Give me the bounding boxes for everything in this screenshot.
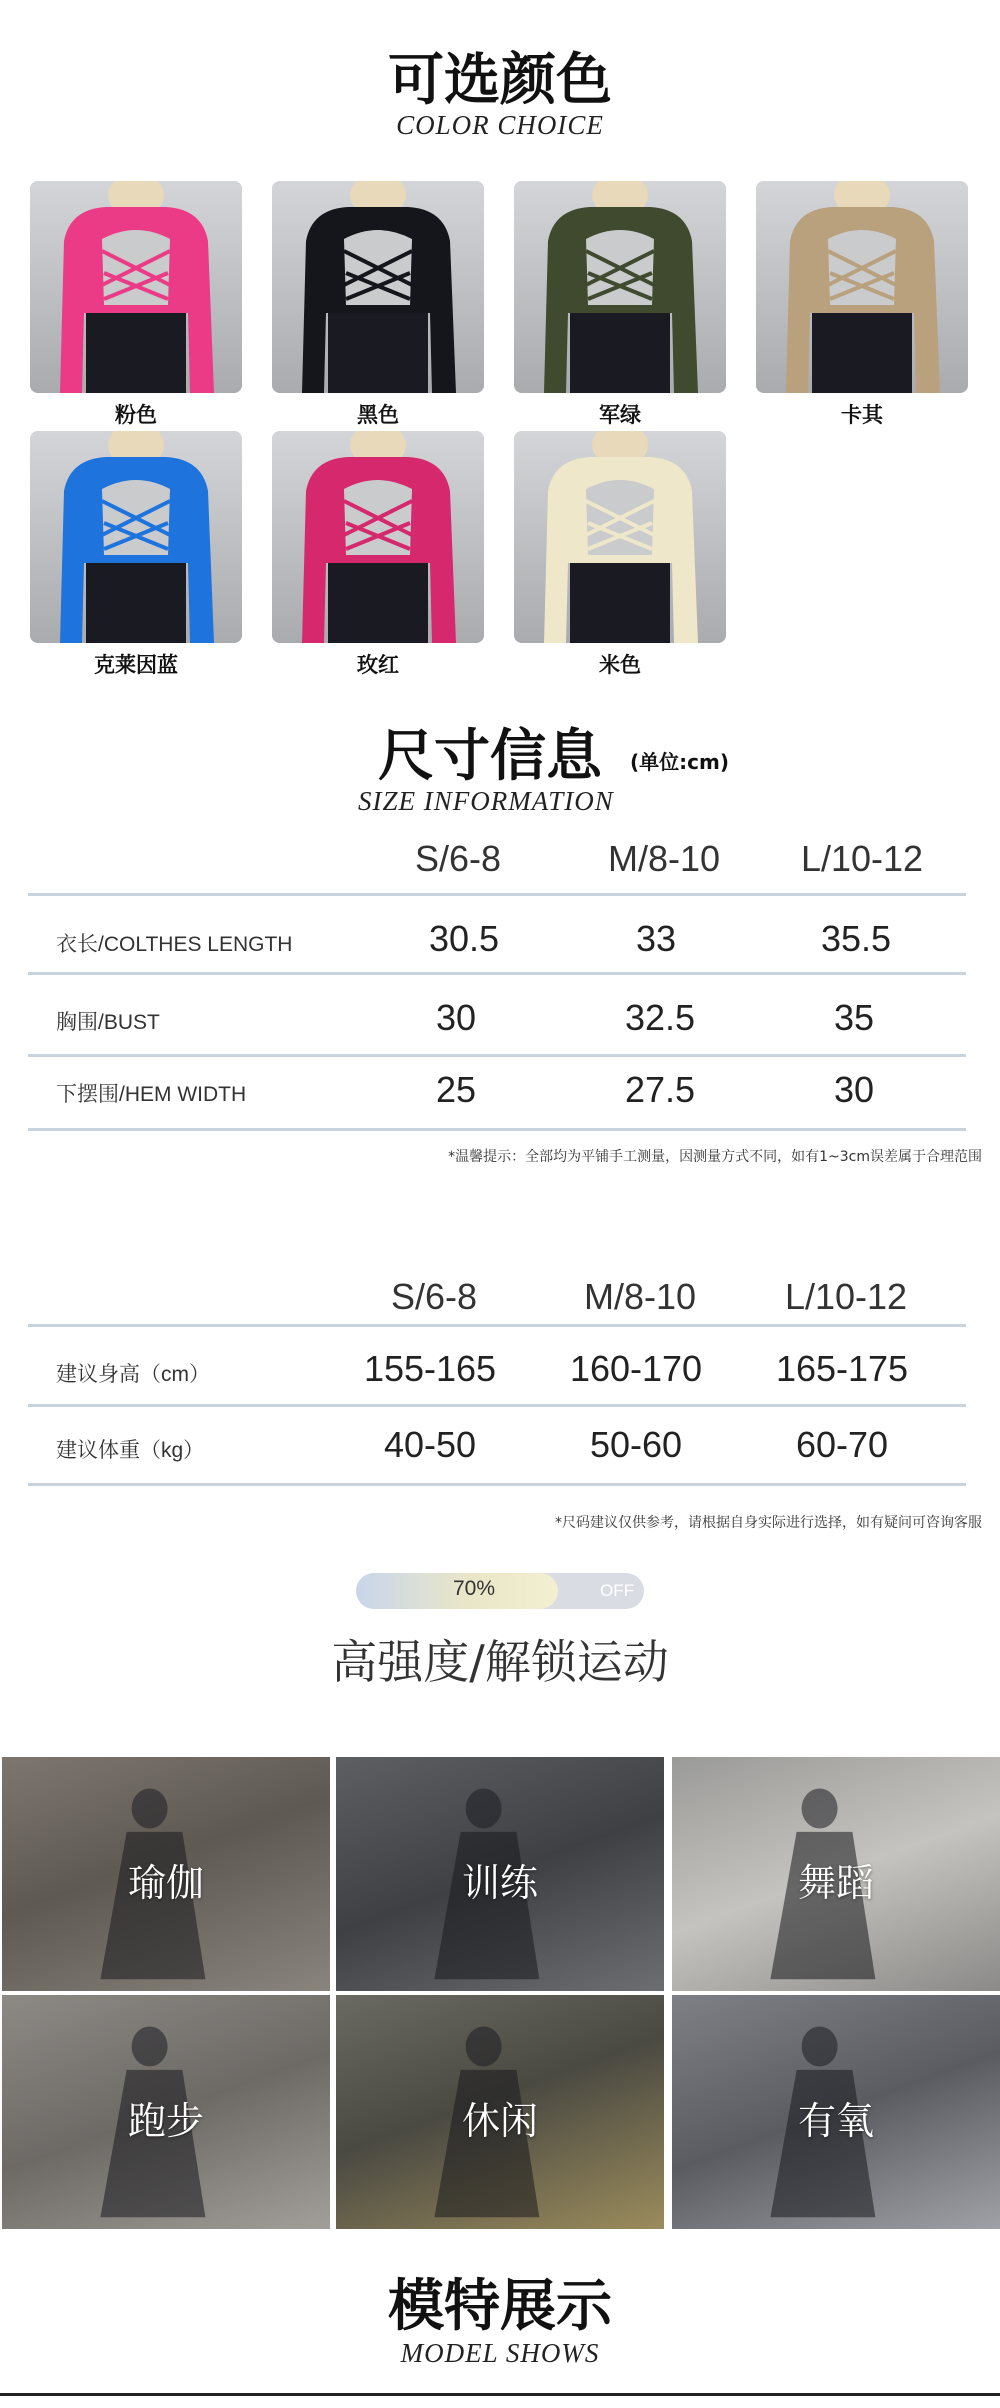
intensity-percent: 70%: [452, 1577, 496, 1600]
activity-photo: [2, 1757, 330, 1991]
size-header-m: M/8-10: [607, 838, 721, 879]
top-back-icon: [272, 181, 484, 393]
size-header-s: S/6-8: [414, 838, 502, 879]
size-advice-note: *尺码建议仅供参考，请根据自身实际进行选择，如有疑问可咨询客服: [555, 1515, 982, 1531]
model-shows-title: 模特展示: [388, 2274, 612, 2339]
activity-label: 有氧: [797, 2099, 874, 2143]
table-divider: [28, 1054, 966, 1057]
intensity-bar: [356, 1573, 644, 1609]
size-unit-label: (单位:cm): [630, 750, 729, 774]
size-info-subtitle: SIZE INFORMATION: [358, 786, 614, 816]
color-swatch-label: 克莱因蓝: [94, 653, 178, 677]
top-back-icon: [756, 181, 968, 393]
cell-height-l: 165-175: [775, 1348, 909, 1389]
color-swatch-label: 军绿: [599, 403, 641, 427]
activity-photo: [336, 1995, 664, 2229]
table-divider: [28, 1404, 966, 1407]
row-label-length: 衣长/COLTHES LENGTH: [56, 933, 293, 956]
color-swatch[interactable]: [272, 431, 484, 643]
recommend-header-l: L/10-12: [784, 1276, 908, 1317]
cell-bust-l: 35: [833, 997, 875, 1038]
recommend-header-s: S/6-8: [390, 1276, 478, 1317]
intensity-caption: 高强度/解锁运动: [331, 1635, 669, 1689]
cell-height-m: 160-170: [569, 1348, 703, 1389]
activity-photo: [672, 1757, 1000, 1991]
size-measurement-note: *温馨提示：全部均为平铺手工测量，因测量方式不同，如有1~3cm误差属于合理范围: [448, 1149, 982, 1165]
color-swatch[interactable]: [30, 431, 242, 643]
activity-photo: [672, 1995, 1000, 2229]
color-swatch-label: 玫红: [357, 653, 399, 677]
cell-weight-m: 50-60: [589, 1424, 683, 1465]
cell-weight-l: 60-70: [795, 1424, 889, 1465]
row-label-weight: 建议体重（kg）: [56, 1439, 205, 1462]
top-back-icon: [514, 181, 726, 393]
cell-hem-l: 30: [833, 1069, 875, 1110]
model-shows-subtitle: MODEL SHOWS: [400, 2338, 600, 2368]
cell-hem-s: 25: [435, 1069, 477, 1110]
cell-bust-s: 30: [435, 997, 477, 1038]
table-divider: [28, 1483, 966, 1486]
top-back-icon: [30, 181, 242, 393]
color-swatch-label: 卡其: [841, 403, 883, 427]
color-choice-title: 可选颜色: [388, 48, 612, 113]
table-divider: [28, 1324, 966, 1327]
color-swatch[interactable]: [756, 181, 968, 393]
activity-label: 训练: [461, 1861, 538, 1905]
cell-weight-s: 40-50: [383, 1424, 477, 1465]
cell-length-l: 35.5: [820, 918, 892, 959]
top-back-icon: [272, 431, 484, 643]
color-swatch-label: 黑色: [357, 403, 399, 427]
size-header-l: L/10-12: [800, 838, 924, 879]
top-back-icon: [514, 431, 726, 643]
color-swatch[interactable]: [514, 181, 726, 393]
bottom-divider: [0, 2393, 1000, 2396]
color-choice-subtitle: COLOR CHOICE: [396, 110, 604, 140]
size-info-title: 尺寸信息: [378, 724, 602, 789]
row-label-height: 建议身高（cm）: [56, 1363, 210, 1386]
color-swatch-label: 米色: [599, 653, 641, 677]
cell-bust-m: 32.5: [624, 997, 696, 1038]
cell-length-s: 30.5: [428, 918, 500, 959]
activity-label: 瑜伽: [127, 1861, 204, 1905]
cell-hem-m: 27.5: [624, 1069, 696, 1110]
color-swatch[interactable]: [514, 431, 726, 643]
activity-label: 跑步: [127, 2099, 204, 2143]
activity-label: 舞蹈: [797, 1861, 874, 1905]
table-divider: [28, 893, 966, 896]
activity-label: 休闲: [461, 2099, 538, 2143]
color-swatch[interactable]: [272, 181, 484, 393]
activity-photo: [2, 1995, 330, 2229]
table-divider: [28, 1128, 966, 1131]
cell-length-m: 33: [635, 918, 677, 959]
activity-photo: [336, 1757, 664, 1991]
color-swatch-label: 粉色: [115, 403, 157, 427]
color-swatch[interactable]: [30, 181, 242, 393]
row-label-bust: 胸围/BUST: [56, 1011, 160, 1034]
table-divider: [28, 972, 966, 975]
cell-height-s: 155-165: [363, 1348, 497, 1389]
intensity-off-label: OFF: [600, 1581, 634, 1600]
row-label-hem: 下摆围/HEM WIDTH: [56, 1083, 247, 1106]
recommend-header-m: M/8-10: [583, 1276, 697, 1317]
top-back-icon: [30, 431, 242, 643]
